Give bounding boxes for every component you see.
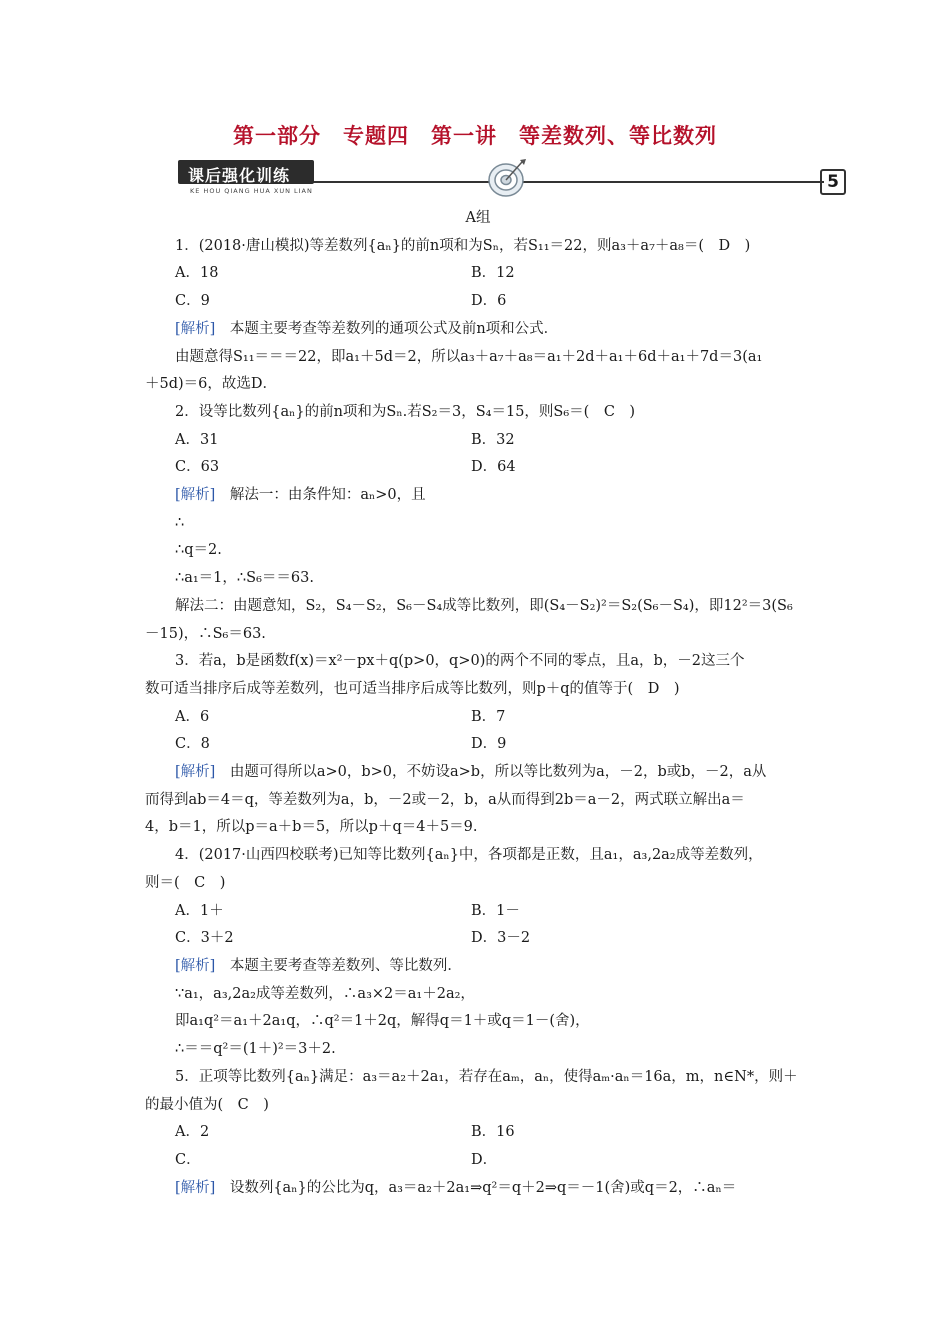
analysis-line: [解析] 设数列{aₙ}的公比为q，a₃＝a₂＋2a₁⇒q²＝q＋2⇒q＝－1(舍)或q＝2，∴aₙ＝ — [175, 1179, 737, 1196]
option: B．1－ — [471, 902, 520, 919]
option: D．6 — [471, 293, 507, 310]
solution-line: ∴q＝2. — [175, 542, 222, 559]
option: B．16 — [471, 1124, 515, 1141]
analysis-heading: [解析] 本题主要考查等差数列、等比数列． — [175, 957, 462, 974]
banner-pinyin: KE HOU QIANG HUA XUN LIAN — [190, 187, 313, 195]
analysis-heading: [解析] 解法一：由条件知：aₙ>0，且 — [175, 487, 426, 504]
option: D．64 — [471, 459, 516, 476]
question-3-cont: 数可适当排序后成等差数列，也可适当排序后成等比数列，则p＋q的值等于( D ) — [145, 680, 680, 697]
options-row — [145, 731, 811, 759]
analysis-line: 4，b＝1，所以p＝a＋b＝5，所以p＋q＝4＋5＝9. — [145, 819, 478, 836]
target-icon — [484, 158, 528, 198]
banner-label: 课后强化训练 — [188, 166, 291, 185]
solution-line: 解法二：由题意知，S₂，S₄－S₂，S₆－S₄成等比数列，即(S₄－S₂)²＝S₂(S₆－S₄)，即12²＝3(S₆ — [175, 597, 793, 614]
banner-rule — [298, 181, 824, 183]
options-row — [145, 260, 811, 288]
section-banner — [178, 158, 846, 198]
option: A．2 — [175, 1124, 210, 1141]
solution-line: 由题意得S₁₁＝＝＝22，即a₁＋5d＝2，所以a₃＋a₇＋a₈＝a₁＋2d＋a₁＋6d＋a₁＋7d＝3(a₁ — [175, 348, 763, 365]
option: C．3＋2 — [175, 930, 234, 947]
question-3: 3．若a，b是函数f(x)＝x²－px＋q(p>0，q>0)的两个不同的零点，且a，b，－2这三个 — [175, 653, 745, 670]
option: C．9 — [175, 293, 210, 310]
analysis-line: [解析] 由题可得所以a>0，b>0，不妨设a>b，所以等比数列为a，－2，b或b，－2，a从 — [175, 764, 767, 781]
options-row — [145, 1147, 811, 1175]
question-4: 4．(2017·山西四校联考)已知等比数列{aₙ}中，各项都是正数，且a₁，a₃,2a₂成等差数列， — [175, 847, 763, 864]
group-heading: A组 — [465, 210, 491, 226]
option: A．6 — [175, 708, 210, 725]
option: D．9 — [471, 736, 507, 753]
option: B．32 — [471, 431, 515, 448]
options-row — [145, 704, 811, 732]
solution-line: ∴＝＝q²＝(1＋)²＝3＋2. — [175, 1041, 336, 1058]
options-row — [145, 925, 811, 953]
analysis-line: 而得到ab＝4＝q，等差数列为a，b，－2或－2，b，a从而得到2b＝a－2，两式联立解出a＝ — [145, 791, 745, 808]
option: B．7 — [471, 708, 506, 725]
solution-line: ∴ — [175, 514, 185, 531]
solution-line: ＋5d)＝6，故选D． — [145, 376, 278, 393]
question-2: 2．设等比数列{aₙ}的前n项和为Sₙ.若S₂＝3，S₄＝15，则S₆＝( C ) — [175, 403, 636, 420]
question-5-cont: 的最小值为( C ) — [145, 1096, 269, 1113]
solution-line: ∴a₁＝1，∴S₆＝＝63. — [175, 570, 314, 587]
question-4-cont: 则＝( C ) — [145, 874, 226, 891]
option: B．12 — [471, 265, 515, 282]
options-row — [145, 454, 811, 482]
question-1: 1．(2018·唐山模拟)等差数列{aₙ}的前n项和为Sₙ，若S₁₁＝22，则a₃＋a₇＋a₈＝( D ) — [175, 237, 751, 254]
solution-line: ∵a₁，a₃,2a₂成等差数列，∴a₃×2＝a₁＋2a₂， — [175, 985, 475, 1002]
banner-tab — [178, 160, 314, 184]
option: C．8 — [175, 736, 210, 753]
solution-line: 即a₁q²＝a₁＋2a₁q，∴q²＝1＋2q，解得q＝1＋或q＝1－(舍)， — [175, 1013, 590, 1030]
page-badge: 5 — [820, 169, 846, 195]
options-row — [145, 898, 811, 926]
options-row — [145, 288, 811, 316]
question-5: 5．正项等比数列{aₙ}满足：a₃＝a₂＋2a₁，若存在aₘ，aₙ，使得aₘ·aₙ＝16a，m，n∈N*，则＋ — [175, 1068, 798, 1085]
option: A．18 — [175, 265, 219, 282]
analysis-heading: [解析] 本题主要考查等差数列的通项公式及前n项和公式． — [175, 320, 559, 337]
solution-line: －15)，∴S₆＝63. — [145, 625, 266, 642]
options-row — [145, 427, 811, 455]
document-body — [145, 205, 811, 1202]
option: A．31 — [175, 431, 219, 448]
options-row — [145, 1119, 811, 1147]
option: D．3－2 — [471, 930, 531, 947]
option: D． — [471, 1151, 498, 1168]
option: C．63 — [175, 459, 220, 476]
option: C． — [175, 1151, 201, 1168]
option: A．1＋ — [175, 902, 224, 919]
page-title: 第一部分 专题四 第一讲 等差数列、等比数列 — [233, 124, 717, 148]
